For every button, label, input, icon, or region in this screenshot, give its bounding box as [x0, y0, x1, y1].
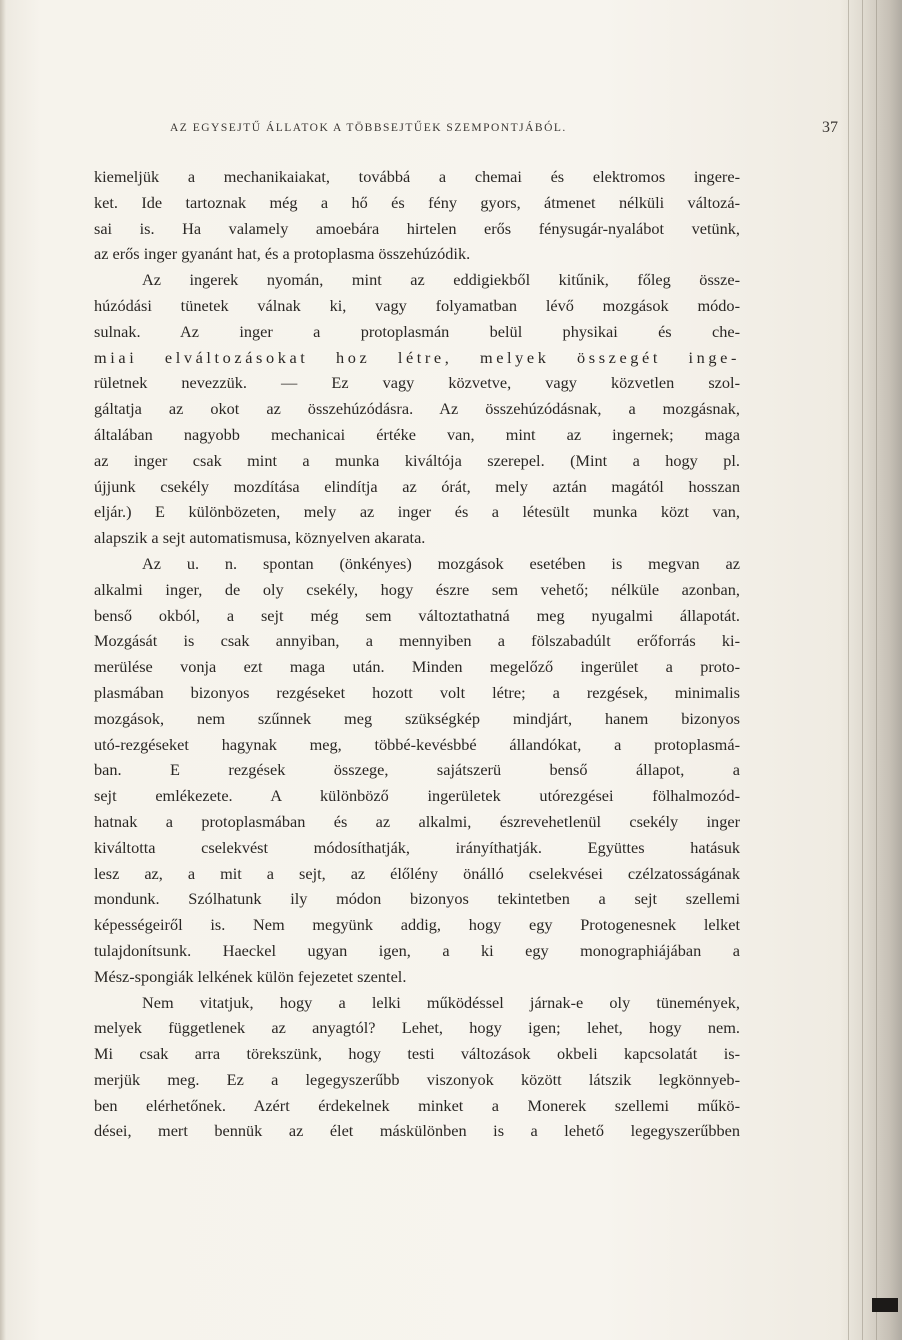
gutter-line — [862, 0, 863, 1340]
text-line: gáltatja az okot az összehúzódásra. Az összehúzódásnak, a mozgásnak, — [94, 399, 740, 419]
text-line: sai is. Ha valamely amoebára hirtelen erős fénysugár-nyalábot vetünk, — [94, 218, 740, 238]
text-line: Nem vitatjuk, hogy a lelki működéssel járnak-e oly tünemények, — [142, 992, 740, 1012]
text-line: Mozgását is csak annyiban, a mennyiben a fölszabadúlt erőforrás ki- — [94, 631, 740, 651]
text-line: az erős inger gyanánt hat, és a protoplasma összehúzódik. — [94, 244, 471, 264]
text-line: melyek függetlenek az anyagtól? Lehet, hogy igen; lehet, hogy nem. — [94, 1018, 740, 1038]
text-line: tulajdonítsunk. Haeckel ugyan igen, a ki egy monographiájában a — [94, 940, 740, 960]
text-line: lesz az, a mit a sejt, az élőlény önálló cselekvései czélzatosságának — [94, 863, 740, 883]
text-line: Az ingerek nyomán, mint az eddigiekből kitűnik, főleg össze- — [142, 270, 740, 290]
text-line: alapszik a sejt automatismusa, köznyelven akarata. — [94, 528, 426, 548]
text-line: utó-rezgéseket hagynak meg, többé-kevésbbé állandókat, a protoplasmá- — [94, 734, 740, 754]
text-line: mondunk. Szólhatunk ily módon bizonyos tekintetben a sejt szellemi — [94, 889, 740, 909]
gutter-line — [876, 0, 877, 1340]
text-line: benső okból, a sejt még sem változtathatná meg nyugalmi állapotát. — [94, 605, 740, 625]
text-line: Mi csak arra törekszünk, hogy testi változások okbeli kapcsolatát is- — [94, 1044, 740, 1064]
text-line: kiváltotta cselekvést módosíthatják, irányíthatják. Együttes hatásuk — [94, 837, 740, 857]
text-line: Mész-spongiák lelkének külön fejezetet szentel. — [94, 966, 407, 986]
text-line: ban. E rezgések összege, sajátszerü benső állapot, a — [94, 760, 740, 780]
page-left-edge — [0, 0, 6, 1340]
text-line: rületnek nevezzük. — Ez vagy közvetve, vagy közvetlen szol- — [94, 373, 740, 393]
text-line: hatnak a protoplasmában és az alkalmi, észrevehetlenül csekély inger — [94, 811, 740, 831]
text-line: Az u. n. spontan (önkényes) mozgások esetében is megvan az — [142, 553, 740, 573]
text-line: sulnak. Az inger a protoplasmán belül physikai és che- — [94, 321, 740, 341]
page-header — [170, 120, 840, 140]
text-line: eljár.) E különbözeten, mely az inger és a létesült munka közt van, — [94, 502, 740, 522]
text-line: plasmában bizonyos rezgéseket hozott volt létre; a rezgések, minimalis — [94, 682, 740, 702]
gutter-line — [848, 0, 849, 1340]
text-line: dései, mert bennük az élet máskülönben is a lehető legegyszerűbben — [94, 1121, 740, 1141]
body-text — [94, 164, 740, 1144]
text-line: merjük meg. Ez a legegyszerűbb viszonyok között látszik legkönnyeb- — [94, 1069, 740, 1089]
text-line: kiemeljük a mechanikaiakat, továbbá a chemai és elektromos ingere- — [94, 167, 740, 186]
text-line: alkalmi inger, de oly csekély, hogy észre sem vehető; nélküle azonban, — [94, 579, 740, 599]
text-line: ket. Ide tartoznak még a hő és fény gyors, átmenet nélküli változá- — [94, 192, 740, 212]
binding-gutter-shadow — [840, 0, 902, 1340]
text-line: mozgások, nem szűnnek meg szükségkép mindjárt, hanem bizonyos — [94, 708, 740, 728]
scan-corner-mark — [872, 1298, 898, 1312]
text-line: miai elváltozásokat hoz létre, melyek összegét inge- — [94, 347, 740, 367]
running-title: AZ EGYSEJTŰ ÁLLATOK A TÖBBSEJTŰEK SZEMPONTJÁBÓL. — [170, 122, 567, 134]
text-line: sejt emlékezete. A különböző ingerületek utórezgései fölhalmozód- — [94, 786, 740, 806]
text-line: képességeiről is. Nem megyünk addig, hogy egy Protogenesnek lelket — [94, 915, 740, 935]
text-line: húzódási tünetek válnak ki, vagy folyamatban lévő mozgások módo- — [94, 295, 740, 315]
text-line: merülése vonja ezt maga után. Minden megelőző ingerület a proto- — [94, 657, 740, 677]
text-line: az inger csak mint a munka kiváltója szerepel. (Mint a hogy pl. — [94, 450, 740, 470]
text-line: általában nagyobb mechanicai értéke van, mint az ingernek; maga — [94, 424, 740, 444]
text-line: ben elérhetőnek. Azért érdekelnek minket a Monerek szellemi műkö- — [94, 1095, 740, 1115]
text-line: újjunk csekély mozdítása elindítja az órát, mely aztán magától hosszan — [94, 476, 740, 496]
page-number: 37 — [822, 119, 838, 136]
